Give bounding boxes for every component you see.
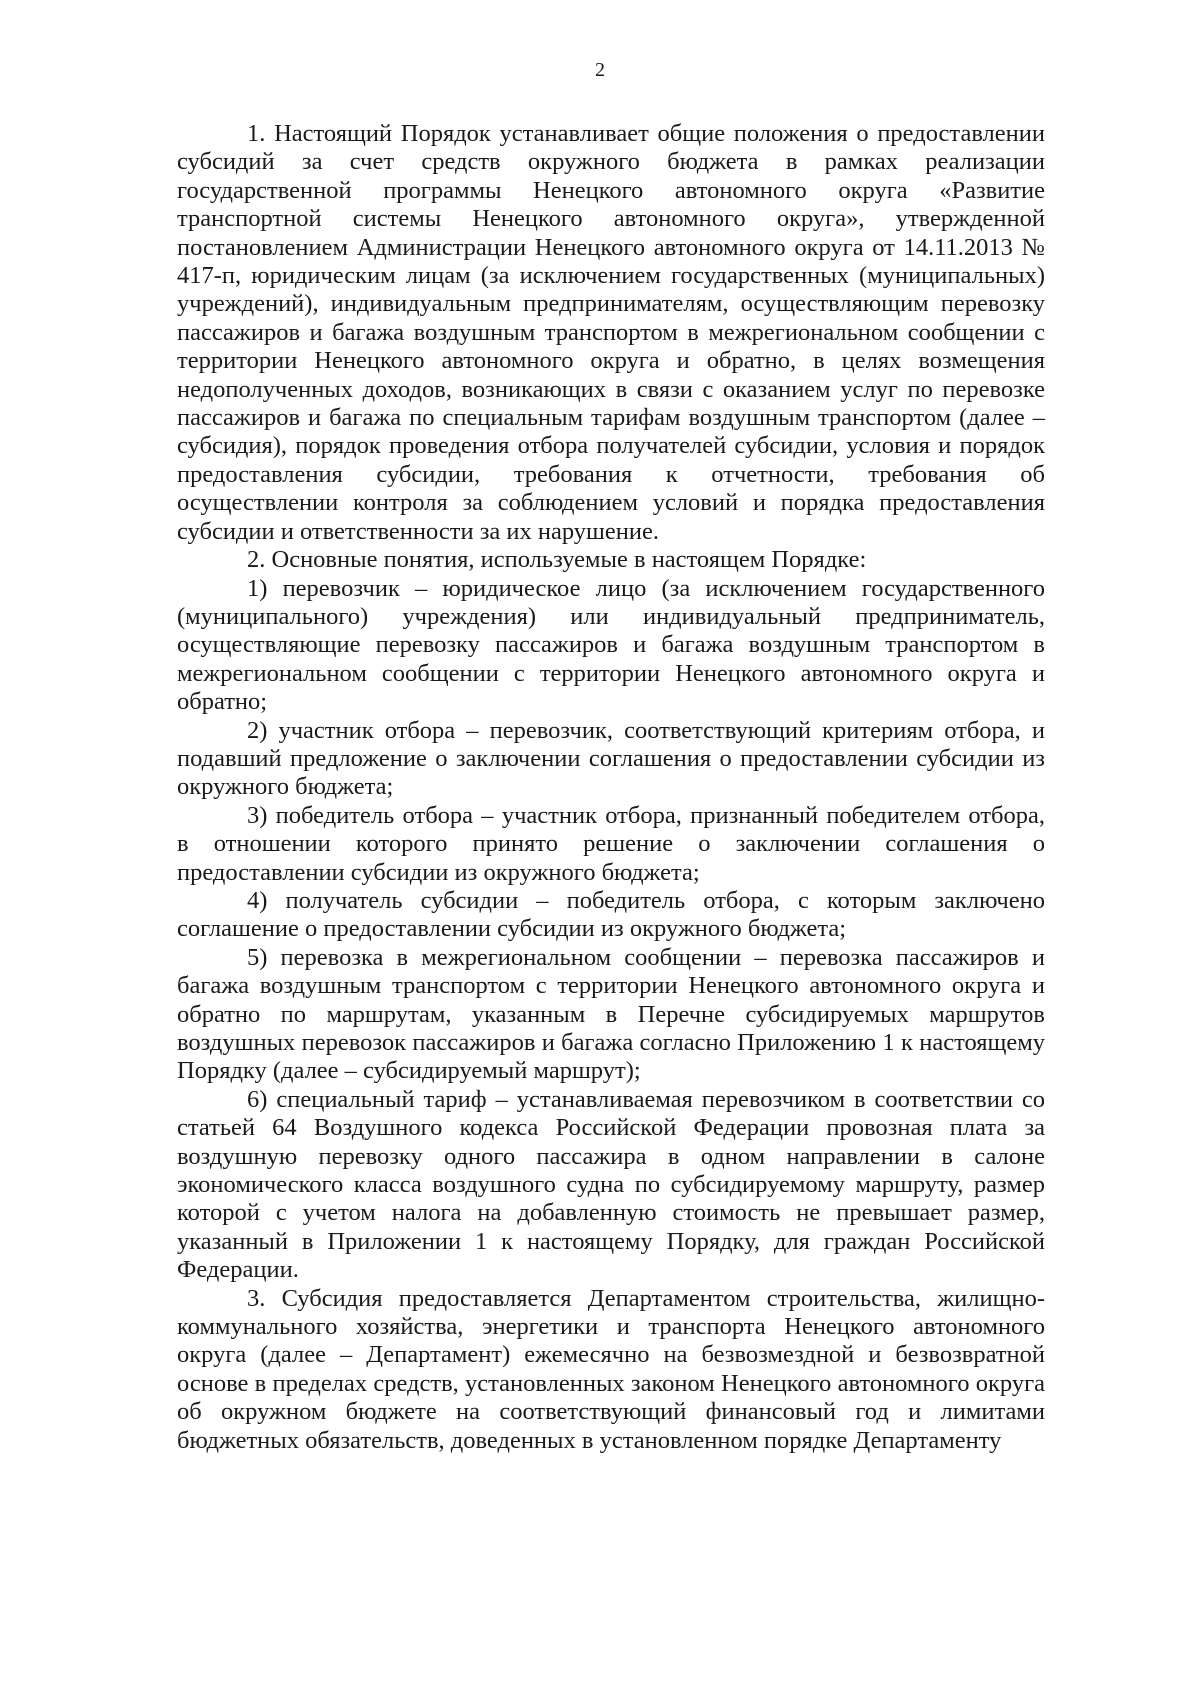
paragraph-3-subsidy-provision: 3. Субсидия предоставляется Департаментом строительства, жилищно-коммунального хозяйства, энергетики и транспорта Ненецкого автономного округа (далее – Департамент) ежемесячно на безвозмездной и безвозвратной основе в пределах средств, установленных законом Ненецкого автономного округа об окружном бюджете на соответствующий финансовый год и лимитами бюджетных обязательств, доведенных в установленном порядке Департаменту: [177, 1284, 1045, 1454]
page-number: 2: [595, 59, 605, 81]
paragraph-2-definitions-heading: 2. Основные понятия, используемые в настоящем Порядке:: [247, 546, 867, 574]
definition-special-tariff: 6) специальный тариф – устанавливаемая перевозчиком в соответствии со статьей 64 Воздушного кодекса Российской Федерации провозная плата за воздушную перевозку одного пассажира в одном направлении в салоне экономического класса воздушного судна по субсидируемому маршруту, размер которой с учетом налога на добавленную стоимость не превышает размер, указанный в Приложении 1 к настоящему Порядку, для граждан Российской Федерации.: [177, 1085, 1045, 1284]
definition-carrier: 1) перевозчик – юридическое лицо (за исключением государственного (муниципального) учреждения) или индивидуальный предприниматель, осуществляющие перевозку пассажиров и багажа воздушным транспортом в межрегиональном сообщении с территории Ненецкого автономного округа и обратно;: [177, 574, 1045, 716]
paragraph-1-general-provisions: 1. Настоящий Порядок устанавливает общие положения о предоставлении субсидий за счет средств окружного бюджета в рамках реализации государственной программы Ненецкого автономного округа «Развитие транспортной системы Ненецкого автономного округа», утвержденной постановлением Администрации Ненецкого автономного округа от 14.11.2013 № 417-п, юридическим лицам (за исключением государственных (муниципальных) учреждений), индивидуальным предпринимателям, осуществляющим перевозку пассажиров и багажа воздушным транспортом в межрегиональном сообщении с территории Ненецкого автономного округа и обратно, в целях возмещения недополученных доходов, возникающих в связи с оказанием услуг по перевозке пассажиров и багажа по специальным тарифам воздушным транспортом (далее – субсидия), порядок проведения отбора получателей субсидии, условия и порядок предоставления субсидии, требования к отчетности, требования об осуществлении контроля за соблюдением условий и порядка предоставления субсидии и ответственности за их нарушение.: [177, 120, 1045, 545]
document-body: [177, 120, 1045, 1455]
definition-selection-winner: 3) победитель отбора – участник отбора, признанный победителем отбора, в отношении которого принято решение о заключении соглашения о предоставлении субсидии из окружного бюджета;: [177, 801, 1045, 886]
definition-selection-participant: 2) участник отбора – перевозчик, соответствующий критериям отбора, и подавший предложение о заключении соглашения о предоставлении субсидии из окружного бюджета;: [177, 716, 1045, 801]
definition-interregional-transport: 5) перевозка в межрегиональном сообщении – перевозка пассажиров и багажа воздушным транспортом с территории Ненецкого автономного округа и обратно по маршрутам, указанным в Перечне субсидируемых маршрутов воздушных перевозок пассажиров и багажа согласно Приложению 1 к настоящему Порядку (далее – субсидируемый маршрут);: [177, 943, 1045, 1085]
definition-subsidy-recipient: 4) получатель субсидии – победитель отбора, с которым заключено соглашение о предоставлении субсидии из окружного бюджета;: [177, 886, 1045, 943]
